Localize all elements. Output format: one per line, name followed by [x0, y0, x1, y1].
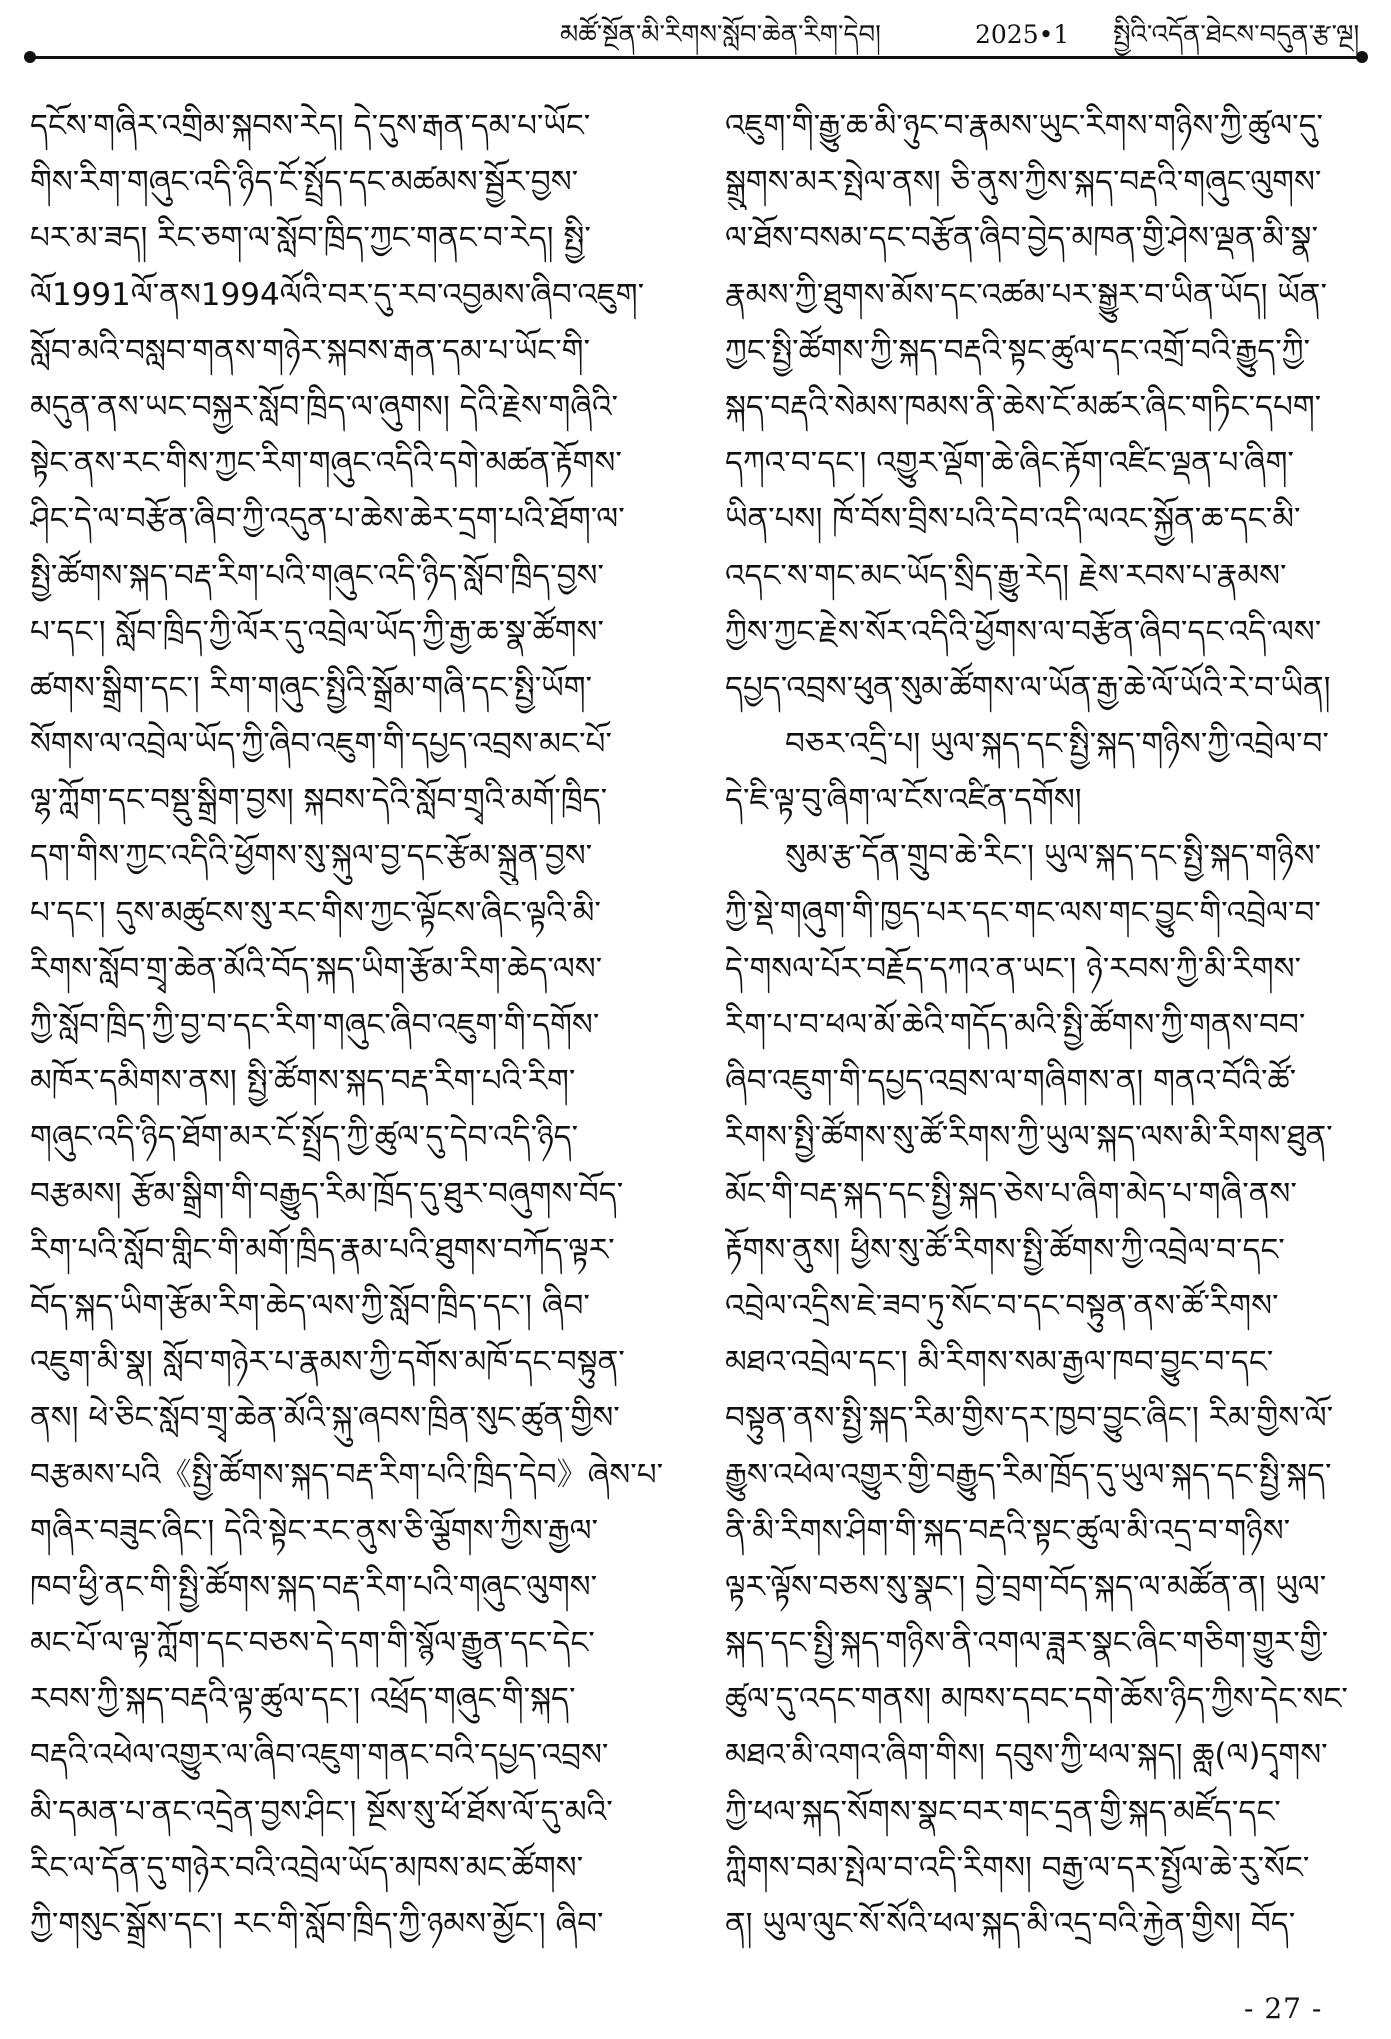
text-line: ཞིབ་འཇུག་གི་དཔྱད་འབྲས་ལ་གཞིགས་ན། གནའ་བོའི་ཚོ་ [725, 1063, 1297, 1100]
running-header [30, 10, 1361, 60]
text-line: བོད་སྐད་ཡིག་རྩོམ་རིག་ཆེད་ལས་ཀྱི་སློབ་ཁྲིད་དང་། ཞིབ་ [30, 1287, 590, 1324]
text-line: དག་གིས་ཀྱང་འདིའི་ཕྱོགས་སུ་སྐུལ་བྱ་དང་རྩོམ་སྐྲུན་བྱས་ [30, 838, 593, 875]
text-line: སུམ་རྩ་དོན་གྲུབ་ཆེ་རིང་། ཡུལ་སྐད་དང་སྤྱི་སྐད་གཉིས་ [785, 838, 1322, 875]
text-line: མཁོར་དམིགས་ནས། སྤྱི་ཚོགས་སྐད་བརྡ་རིག་པའི་རིག་ [30, 1063, 576, 1100]
text-line: རིག་པ་བ་ཕལ་མོ་ཆེའི་གདོད་མའི་སྤྱི་ཚོགས་ཀྱི་གནས་བབ་ [725, 1007, 1306, 1043]
text-line: བསྟུན་ནས་སྤྱི་སྐད་རིམ་གྱིས་དར་ཁྱབ་བྱུང་ཞིང་། རིམ་གྱིས་ལོ་ [725, 1400, 1334, 1437]
text-line: མི་དམན་པ་ནང་འདྲེན་བྱས་ཤིང་། སྔོས་སུ་ཕོ་ཐོས་ལོ་དུ་མའི་ [30, 1793, 613, 1830]
text-line: པར་མ་ཟད། རིང་ཅག་ལ་སློབ་ཁྲིད་ཀྱང་གནང་བ་རེད། སྤྱི་ [30, 220, 591, 257]
text-line: རིགས་སྤྱི་ཚོགས་སུ་ཚོ་རིགས་ཀྱི་ཡུལ་སྐད་ལས་མི་རིགས་ཐུན་ [725, 1119, 1333, 1156]
text-line: ནི་མི་རིགས་ཤིག་གི་སྐད་བརྡའི་སྟང་ཚུལ་མི་འདྲ་བ་གཉིས་ [725, 1512, 1291, 1549]
text-line: ལྟར་ལྟོས་བཅས་སུ་སྣང་། བྱེ་བྲག་བོད་སྐད་ལ་མཚོན་ན། ཡུལ་ [725, 1568, 1327, 1605]
text-line: མང་པོ་ལ་ལྟ་ཀློག་དང་བཅས་དེ་དག་གི་སྙོལ་རྒྱུན་དང་དེང་ [30, 1625, 595, 1662]
text-line: རབས་ཀྱི་སྐད་བརྡའི་ལྟ་ཚུལ་དང་། འཕྲོད་གཞུང་གི་སྐད་ [30, 1681, 576, 1718]
right-column [725, 98, 1365, 1952]
text-line: ལྷ་ཀློག་དང་བསྡུ་སྒྲིག་བྱས། སྐབས་དེའི་སློབ་གྲྭའི་མགོ་ཁྲིད་ [30, 782, 608, 819]
text-line: སྤྱི་ཚོགས་སྐད་བརྡ་རིག་པའི་གཞུང་འདི་ཉིད་སློབ་ཁྲིད་བྱས་ [30, 557, 604, 594]
header-rule-dot-right [1356, 51, 1368, 63]
text-line: འཇུག་མི་སྣ། སློབ་གཉེར་པ་རྣམས་ཀྱི་དགོས་མཁོ་དང་བསྟུན་ [30, 1344, 625, 1381]
text-line: རྒྱུས་འཕེལ་འགྱུར་གྱི་བརྒྱུད་རིམ་ཁྲོད་དུ་ཡུལ་སྐད་དང་སྤྱི་སྐད་ [725, 1456, 1332, 1493]
text-line: ཚུལ་དུ་འདང་གནས། མཁས་དབང་དགེ་ཆོས་ཉིད་ཀྱིས་དེང་སང་ [725, 1681, 1348, 1718]
text-line: པ་དང་། དུས་མཚུངས་སུ་རང་གིས་ཀྱང་ལྟོངས་ཞིང་ལྟའི་མི་ [30, 894, 601, 931]
text-line: དེ་གསལ་པོར་བརྗོད་དཀའ་ན་ཡང་། ཉེ་རབས་ཀྱི་མི་རིགས་ [725, 950, 1302, 987]
text-line: རིག་པའི་སློབ་གླིང་གི་མགོ་ཁྲིད་རྣམ་པའི་ཐུགས་བཀོད་ལྟར་ [30, 1231, 615, 1268]
text-line: རིང་ལ་དོན་དུ་གཉེར་བའི་འབྲེལ་ཡོད་མཁས་མང་ཚོགས་ [30, 1849, 584, 1886]
text-line: ཡིན་པས། ཁོ་བོས་བྲིས་པའི་དེབ་འདི་ལའང་སྐྱོན་ཆ་དང་མི་ [725, 501, 1301, 538]
text-line: འཇུག་གི་རྒྱུ་ཆ་མི་ཉུང་བ་རྣམས་ཡུང་རིགས་གཉིས་ཀྱི་ཚུལ་དུ་ [725, 108, 1324, 144]
text-line: མོང་གི་བརྡ་སྐད་དང་སྤྱི་སྐད་ཅེས་པ་ཞིག་མེད་པ་གཞི་ནས་ [725, 1175, 1297, 1212]
text-line: སྐད་བརྡའི་སེམས་ཁམས་ནི་ཆེས་ངོ་མཚར་ཞིང་གཏིང་དཔག་ [725, 388, 1322, 425]
issue-number: 2025•1 [975, 20, 1070, 49]
text-line: ཁབ་ཕྱི་ནང་གི་སྤྱི་ཚོགས་སྐད་བརྡ་རིག་པའི་གཞུང་ལུགས་ [30, 1568, 598, 1605]
text-line: སོགས་ལ་འབྲེལ་ཡོད་ཀྱི་ཞིབ་འཇུག་གི་དཔྱད་འབྲས་མང་པོ་ [30, 726, 612, 763]
text-line: དངོས་གཞིར་འགྲིམ་སྐབས་རེད། དེ་དུས་རྒན་དམ་པ་ཡོང་ [30, 108, 591, 144]
text-line: ཀྱི་གསུང་སྒྲོས་དང་། རང་གི་སློབ་ཁྲིད་ཀྱི་ཉམས་མྱོང་། ཞིབ་ [30, 1906, 604, 1942]
header-rule-dot-left [24, 51, 36, 63]
text-line: ཤིང་དེ་ལ་བརྩོན་ཞིབ་ཀྱི་འདུན་པ་ཆེས་ཆེར་དྲག་པའི་ཐོག་ལ་ [30, 501, 625, 538]
text-line: ནས། ཕེ་ཅིང་སློབ་གྲྭ་ཆེན་མོའི་སྐུ་ཞབས་ཁྲིན་སུང་ཚུན་གྱིས་ [30, 1400, 620, 1437]
text-line: མཐའ་འབྲེལ་དང་། མི་རིགས་སམ་རྒྱལ་ཁབ་བྱུང་བ་དང་ [725, 1344, 1274, 1381]
section-title: སྤྱིའི་འདོན་ཐེངས་བདུན་རྩ་ལྔ། [1113, 20, 1360, 50]
text-line: ཀྱི་སློབ་ཁྲིད་ཀྱི་བྱ་བ་དང་རིག་གཞུང་ཞིབ་འཇུག་གི་དགོས་ [30, 1007, 600, 1043]
text-line: ཀྱང་སྤྱི་ཚོགས་ཀྱི་སྐད་བརྡའི་སྟང་ཚུལ་དང་འགྲོ་བའི་རྒྱུད་ཀྱི་ [725, 332, 1311, 369]
text-line: གཞུང་འདི་ཉིད་ཐོག་མར་ངོ་སྤྲོད་ཀྱི་ཚུལ་དུ་དེབ་འདི་ཉིད་ [30, 1119, 579, 1156]
text-line: སློབ་མའི་བསླབ་གནས་གཉེར་སྐབས་རྒན་དམ་པ་ཡོང་གི་ [30, 332, 590, 369]
text-line: རིགས་སློབ་གྲྭ་ཆེན་མོའི་བོད་སྐད་ཡིག་རྩོམ་རིག་ཆེད་ལས་ [30, 950, 603, 987]
header-rule [30, 56, 1361, 59]
text-line: འབྲེལ་འདྲིས་ཇེ་ཟབ་ཏུ་སོང་བ་དང་བསྟུན་ནས་ཚོ་རིགས་ [725, 1287, 1279, 1324]
text-line: བརྩམས། རྩོམ་སྒྲིག་གི་བརྒྱུད་རིམ་ཁྲོད་དུ་ཐུར་བཞུགས་བོད་ [30, 1175, 624, 1212]
left-column [30, 98, 695, 1952]
text-line: ཀྱིས་ཀྱང་རྗེས་སོར་འདིའི་ཕྱོགས་ལ་བརྩོན་ཞིབ་དང་འདི་ལས་ [725, 613, 1322, 650]
text-line: གཞིར་བཟུང་ཞིང་། དེའི་སྟེང་རང་ནུས་ཅི་ལྕོགས་ཀྱིས་རྒྱལ་ [30, 1512, 599, 1549]
journal-title: མཚོ་སྔོན་མི་རིགས་སློབ་ཆེན་རིག་དེབ། [560, 20, 881, 50]
text-line: ཚགས་སྒྲིག་དང་། རིག་གཞུང་སྤྱིའི་སྒྲོམ་གཞི་དང་སྤྱི་ཡོག་ [30, 669, 593, 706]
text-line: འདང་ས་གང་མང་ཡོད་སྲིད་རྒྱུ་རེད། རྗེས་རབས་པ་རྣམས་ [725, 557, 1287, 594]
text-line: ལ་ཐོས་བསམ་དང་བརྩོན་ཞིབ་བྱེད་མཁན་གྱི་ཤེས་ལྡན་མི་སྣ་ [725, 220, 1318, 257]
text-line: སྟེང་ནས་རང་གིས་ཀྱང་རིག་གཞུང་འདིའི་དགེ་མཚན་རྟོགས་ [30, 445, 622, 482]
text-line: བརྩམས་པའི《སྤྱི་ཚོགས་སྐད་བརྡ་རིག་པའི་ཁྲིད་དེབ》ཞེས་པ་ [30, 1456, 664, 1493]
text-line: རྣམས་ཀྱི་ཐུགས་མོས་དང་འཚམ་པར་སྒྱུར་བ་ཡིན་ཡོད། ཡོན་ [725, 276, 1327, 313]
page-number: - 27 - [1244, 1992, 1323, 2025]
text-line: མདུན་ནས་ཡང་བསྐྱར་སློབ་ཁྲིད་ལ་ཞུགས། དེའི་རྗེས་གཞིའི་ [30, 388, 619, 425]
text-line: སྒྲུགས་མར་སྤེལ་ནས། ཅི་ནུས་ཀྱིས་སྐད་བརྡའི་གཞུང་ལུགས་ [725, 164, 1322, 201]
text-line: དཀའ་བ་དང་། འགྱུར་ལྡོག་ཆེ་ཞིང་རྟོག་འཛིང་ལྡན་པ་ཞིག་ [725, 445, 1294, 482]
text-line: ན། ཡུལ་ལུང་སོ་སོའི་ཕལ་སྐད་མི་འདྲ་བའི་རྐྱེན་གྱིས། བོད་ [725, 1906, 1296, 1942]
text-line: བཅར་འདྲི་པ། ཡུལ་སྐད་དང་སྤྱི་སྐད་གཉིས་ཀྱི་འབྲེལ་བ་ [785, 726, 1329, 763]
text-line: ཀྱི་ཕལ་སྐད་སོགས་སྣང་བར་གང་དྲན་གྱི་སྐད་མཛོད་དང་ [725, 1793, 1281, 1830]
text-line: གིས་རིག་གཞུང་འདི་ཉིད་ངོ་སྤྲོད་དང་མཚམས་སྦྱོར་བྱས་ [30, 164, 579, 201]
text-line: དཔྱད་འབྲས་ཕུན་སུམ་ཚོགས་ལ་ཡོན་རྒྱ་ཆེ་ལོ་ཡོའི་རེ་བ་ཡིན། [725, 669, 1331, 706]
text-line: པ་དང་། སློབ་ཁྲིད་ཀྱི་ལོར་དུ་འབྲེལ་ཡོད་ཀྱི་རྒྱ་ཆ་སྣ་ཚོགས་ [30, 613, 604, 650]
text-line: མཐའ་མི་འགའ་ཞིག་གིས། དབུས་ཀྱི་ཕལ་སྐད། ཆླ(ལ)དྭགས་ [725, 1737, 1328, 1774]
text-line: བརྡའི་འཕེལ་འགྱུར་ལ་ཞིབ་འཇུག་གནང་བའི་དཔྱད་འབྲས་ [30, 1737, 609, 1774]
text-line: ཀྱི་སྡེ་གཞུག་གི་ཁྱད་པར་དང་གང་ལས་གང་བྱུང་གི་འབྲེལ་བ་ [725, 894, 1321, 931]
text-line: ལོ1991ལོ་ནས1994ལོའི་བར་དུ་རབ་འབྱམས་ཞིབ་འཇུག་ [30, 276, 645, 313]
text-line: སྐད་དང་སྤྱི་སྐད་གཉིས་ནི་འགལ་ཟླར་སྣང་ཞིང་གཅིག་གྱུར་གྱི་ [725, 1625, 1329, 1662]
text-line: དེ་ཇི་ལྟ་བུ་ཞིག་ལ་ངོས་འཛིན་དགོས། [725, 782, 1082, 819]
text-line: རྟོགས་ནུས། ཕྱིས་སུ་ཚོ་རིགས་སྤྱི་ཚོགས་ཀྱི་འབྲེལ་བ་དང་ [725, 1231, 1285, 1268]
text-line: ཀླིགས་བམ་སྤེལ་བ་འདི་རིགས། བརྒྱ་ལ་དར་སྤྱོལ་ཆེ་རུ་སོང་ [725, 1849, 1310, 1886]
